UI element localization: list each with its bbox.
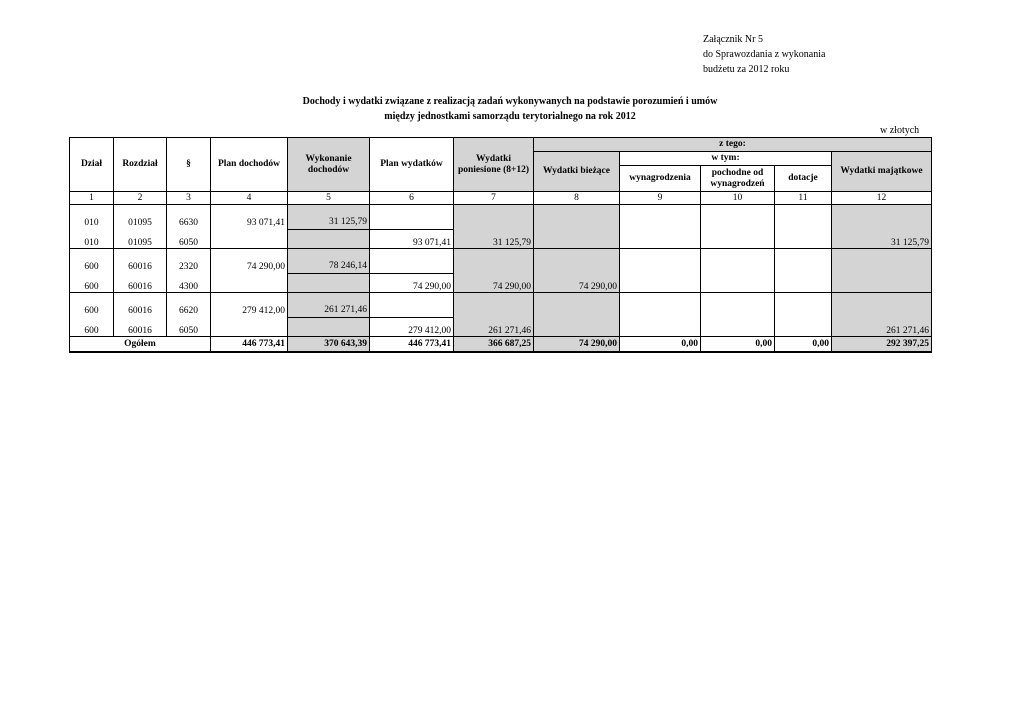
column-number: 7 bbox=[454, 192, 534, 205]
total-label: Ogółem bbox=[70, 337, 211, 353]
cell-pochodne bbox=[701, 249, 775, 274]
header-wynagrodzenia: wynagrodzenia bbox=[620, 166, 701, 192]
cell-plan-wydatkow bbox=[370, 249, 454, 274]
table-row bbox=[70, 318, 932, 337]
cell-wynagrodzenia bbox=[620, 318, 701, 337]
cell-wydatki-majatkowe bbox=[832, 249, 932, 274]
header-plan-wydatkow: Plan wydatków bbox=[370, 138, 454, 192]
cell-wydatki-majatkowe bbox=[832, 274, 932, 293]
title-line-1: Dochody i wydatki związane z realizacją zadań wykonywanych na podstawie porozumień i umów bbox=[302, 96, 718, 107]
cell-plan-dochodow: 93 071,41 bbox=[211, 205, 288, 230]
cell-wykonanie-dochodow bbox=[288, 230, 370, 249]
cell-dotacje bbox=[775, 249, 832, 274]
cell-wynagrodzenia bbox=[620, 205, 701, 230]
cell-plan-wydatkow bbox=[370, 293, 454, 318]
cell-wydatki-poniesione: 31 125,79 bbox=[454, 230, 534, 249]
cell-paragraf: 4300 bbox=[167, 274, 211, 293]
annex-note bbox=[703, 32, 825, 77]
total-pochodne: 0,00 bbox=[701, 337, 775, 353]
cell-wydatki-biezace bbox=[534, 293, 620, 318]
header-dzial: Dział bbox=[70, 138, 114, 192]
cell-dotacje bbox=[775, 205, 832, 230]
column-number: 4 bbox=[211, 192, 288, 205]
cell-wydatki-biezace bbox=[534, 318, 620, 337]
cell-wynagrodzenia bbox=[620, 293, 701, 318]
cell-wykonanie-dochodow: 31 125,79 bbox=[288, 205, 370, 230]
table-row bbox=[70, 205, 932, 230]
column-number: 12 bbox=[832, 192, 932, 205]
cell-rozdzial: 60016 bbox=[114, 274, 167, 293]
cell-wydatki-poniesione: 261 271,46 bbox=[454, 318, 534, 337]
cell-pochodne bbox=[701, 205, 775, 230]
cell-wydatki-majatkowe bbox=[832, 205, 932, 230]
cell-plan-wydatkow: 93 071,41 bbox=[370, 230, 454, 249]
total-plan-wydatkow: 446 773,41 bbox=[370, 337, 454, 353]
cell-dotacje bbox=[775, 318, 832, 337]
cell-wydatki-poniesione bbox=[454, 293, 534, 318]
cell-wydatki-biezace: 74 290,00 bbox=[534, 274, 620, 293]
header-dotacje: dotacje bbox=[775, 166, 832, 192]
cell-wykonanie-dochodow: 78 246,14 bbox=[288, 249, 370, 274]
cell-paragraf: 6050 bbox=[167, 230, 211, 249]
column-number: 9 bbox=[620, 192, 701, 205]
total-wykonanie-dochodow: 370 643,39 bbox=[288, 337, 370, 353]
header-pochodne: pochodne od wynagrodzeń bbox=[701, 166, 775, 192]
header-wykonanie-dochodow: Wykonanie dochodów bbox=[288, 138, 370, 192]
cell-pochodne bbox=[701, 274, 775, 293]
cell-paragraf: 6620 bbox=[167, 293, 211, 318]
column-number: 5 bbox=[288, 192, 370, 205]
document-title bbox=[200, 94, 820, 124]
cell-paragraf: 2320 bbox=[167, 249, 211, 274]
column-number: 10 bbox=[701, 192, 775, 205]
annex-line-2: do Sprawozdania z wykonania bbox=[703, 49, 826, 60]
cell-dzial: 600 bbox=[70, 249, 114, 274]
header-wydatki-poniesione: Wydatki poniesione (8+12) bbox=[454, 138, 534, 192]
column-number: 8 bbox=[534, 192, 620, 205]
cell-wynagrodzenia bbox=[620, 230, 701, 249]
total-row bbox=[70, 337, 932, 353]
cell-dzial: 600 bbox=[70, 318, 114, 337]
total-dotacje: 0,00 bbox=[775, 337, 832, 353]
cell-plan-dochodow: 279 412,00 bbox=[211, 293, 288, 318]
cell-wydatki-poniesione: 74 290,00 bbox=[454, 274, 534, 293]
total-wydatki-majatkowe: 292 397,25 bbox=[832, 337, 932, 353]
cell-wynagrodzenia bbox=[620, 274, 701, 293]
cell-wykonanie-dochodow: 261 271,46 bbox=[288, 293, 370, 318]
cell-pochodne bbox=[701, 293, 775, 318]
cell-rozdzial: 01095 bbox=[114, 205, 167, 230]
cell-wydatki-majatkowe: 31 125,79 bbox=[832, 230, 932, 249]
cell-wydatki-poniesione bbox=[454, 205, 534, 230]
cell-dotacje bbox=[775, 230, 832, 249]
column-number: 3 bbox=[167, 192, 211, 205]
cell-plan-dochodow bbox=[211, 230, 288, 249]
cell-rozdzial: 01095 bbox=[114, 230, 167, 249]
cell-rozdzial: 60016 bbox=[114, 293, 167, 318]
cell-plan-dochodow bbox=[211, 274, 288, 293]
cell-pochodne bbox=[701, 230, 775, 249]
cell-wydatki-majatkowe: 261 271,46 bbox=[832, 318, 932, 337]
cell-wydatki-biezace bbox=[534, 205, 620, 230]
total-wydatki-biezace: 74 290,00 bbox=[534, 337, 620, 353]
column-number: 2 bbox=[114, 192, 167, 205]
cell-wydatki-majatkowe bbox=[832, 293, 932, 318]
cell-wynagrodzenia bbox=[620, 249, 701, 274]
cell-plan-wydatkow: 74 290,00 bbox=[370, 274, 454, 293]
total-wydatki-poniesione: 366 687,25 bbox=[454, 337, 534, 353]
header-paragraf: § bbox=[167, 138, 211, 192]
cell-dzial: 600 bbox=[70, 274, 114, 293]
table-row bbox=[70, 230, 932, 249]
header-wydatki-majatkowe: Wydatki majątkowe bbox=[832, 152, 932, 192]
title-line-2: między jednostkami samorządu terytorialnego na rok 2012 bbox=[384, 111, 636, 122]
cell-dotacje bbox=[775, 293, 832, 318]
cell-plan-wydatkow: 279 412,00 bbox=[370, 318, 454, 337]
cell-plan-dochodow: 74 290,00 bbox=[211, 249, 288, 274]
header-rozdzial: Rozdział bbox=[114, 138, 167, 192]
column-numbers-row bbox=[70, 192, 932, 205]
total-wynagrodzenia: 0,00 bbox=[620, 337, 701, 353]
cell-wydatki-poniesione bbox=[454, 249, 534, 274]
total-plan-dochodow: 446 773,41 bbox=[211, 337, 288, 353]
table-row bbox=[70, 293, 932, 318]
column-number: 6 bbox=[370, 192, 454, 205]
cell-plan-wydatkow bbox=[370, 205, 454, 230]
budget-table bbox=[69, 137, 932, 353]
cell-paragraf: 6050 bbox=[167, 318, 211, 337]
cell-paragraf: 6630 bbox=[167, 205, 211, 230]
cell-rozdzial: 60016 bbox=[114, 318, 167, 337]
cell-wykonanie-dochodow bbox=[288, 318, 370, 337]
header-w-tym: w tym: bbox=[620, 152, 832, 166]
cell-wydatki-biezace bbox=[534, 249, 620, 274]
cell-dotacje bbox=[775, 274, 832, 293]
column-number: 11 bbox=[775, 192, 832, 205]
annex-line-3: budżetu za 2012 roku bbox=[703, 64, 790, 75]
cell-wydatki-biezace bbox=[534, 230, 620, 249]
cell-dzial: 600 bbox=[70, 293, 114, 318]
cell-dzial: 010 bbox=[70, 205, 114, 230]
cell-wykonanie-dochodow bbox=[288, 274, 370, 293]
table-row bbox=[70, 249, 932, 274]
header-wydatki-biezace: Wydatki bieżące bbox=[534, 152, 620, 192]
unit-label: w złotych bbox=[880, 125, 920, 136]
header-z-tego: z tego: bbox=[534, 138, 932, 152]
cell-dzial: 010 bbox=[70, 230, 114, 249]
cell-plan-dochodow bbox=[211, 318, 288, 337]
annex-line-1: Załącznik Nr 5 bbox=[703, 34, 763, 45]
header-plan-dochodow: Plan dochodów bbox=[211, 138, 288, 192]
column-number: 1 bbox=[70, 192, 114, 205]
table-row bbox=[70, 274, 932, 293]
cell-pochodne bbox=[701, 318, 775, 337]
cell-rozdzial: 60016 bbox=[114, 249, 167, 274]
